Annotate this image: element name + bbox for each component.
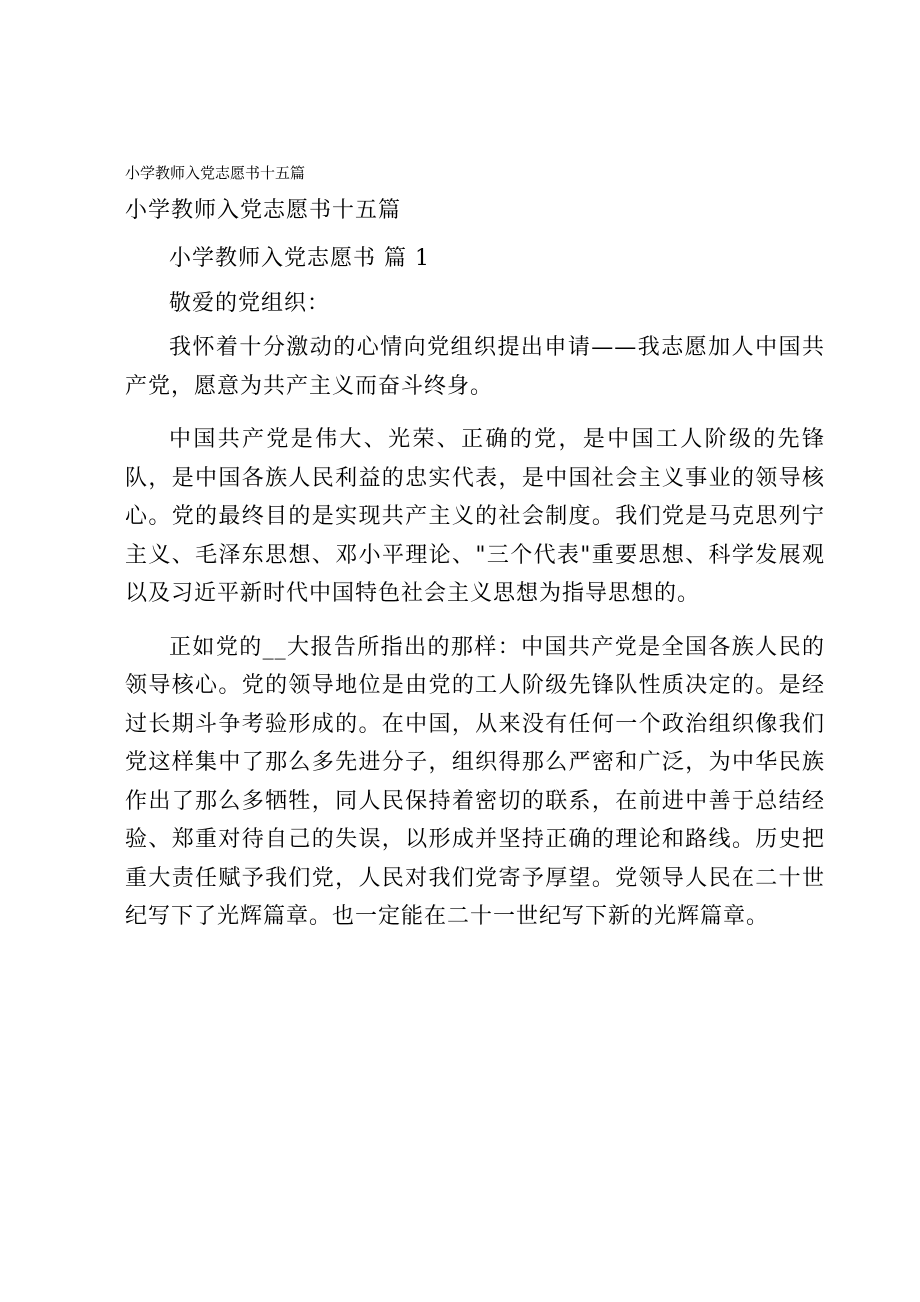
- header-title: 小学教师入党志愿书十五篇: [125, 164, 306, 182]
- paragraph-2: 中国共产党是伟大、光荣、正确的党，是中国工人阶级的先锋队，是中国各族人民利益的忠实代表，是中国社会主义事业的领导核心。党的最终目的是实现共产主义的社会制度。我们党是马克思列宁主义、毛泽东思想、邓小平理论、"三个代表"重要思想、科学发展观以及习近平新时代中国特色社会主义思想为指导思想的。: [125, 427, 825, 606]
- document-body: [125, 240, 825, 952]
- paragraph-3: 正如党的__大报告所指出的那样：中国共产党是全国各族人民的领导核心。党的领导地位是由党的工人阶级先锋队性质决定的。是经过长期斗争考验形成的。在中国，从来没有任何一个政治组织像我们党这样集中了那么多先进分子，组织得那么严密和广泛，为中华民族作出了那么多牺牲，同人民保持着密切的联系，在前进中善于总结经验、郑重对待自己的失误，以形成并坚持正确的理论和路线。历史把重大责任赋予我们党，人民对我们党寄予厚望。党领导人民在二十世纪写下了光辉篇章。也一定能在二十一世纪写下新的光辉篇章。: [125, 634, 825, 929]
- paragraph-1: 我怀着十分激动的心情向党组织提出申请——我志愿加人中国共产党，愿意为共产主义而奋斗终身。: [125, 335, 825, 399]
- document-title: 小学教师入党志愿书十五篇: [125, 198, 402, 223]
- salutation: 敬爱的党组织：: [169, 290, 331, 316]
- section-title: 小学教师入党志愿书 篇 1: [169, 246, 430, 271]
